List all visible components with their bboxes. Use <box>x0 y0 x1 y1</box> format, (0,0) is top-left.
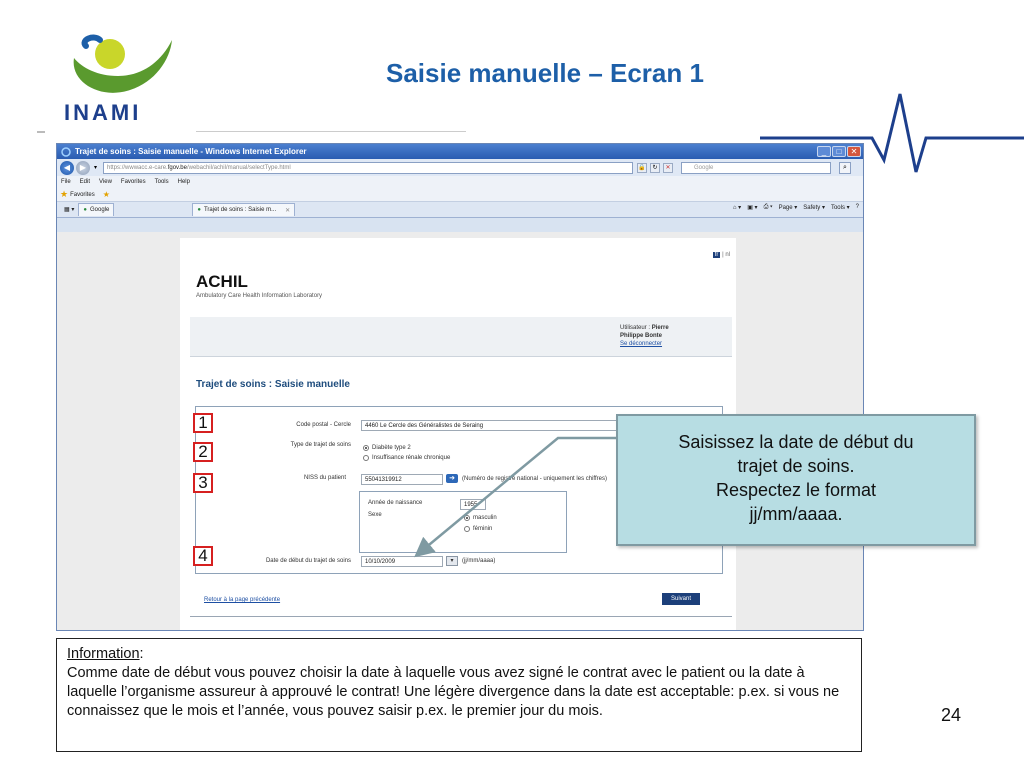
menu-item-file[interactable]: File <box>61 179 71 185</box>
search-input[interactable]: Google <box>681 162 831 174</box>
sex-label: Sexe <box>368 512 382 518</box>
callout-line: Saisissez la date de début du <box>678 432 914 452</box>
menu-bar <box>57 176 863 188</box>
next-button[interactable]: Suivant <box>662 593 700 605</box>
language-switch: fr | nl <box>714 252 730 258</box>
lock-icon[interactable]: 🔒 <box>638 164 646 171</box>
tab-trajet-de-soins[interactable]: ● Trajet de soins : Saisie m... ✕ <box>192 203 295 216</box>
form-heading: Trajet de soins : Saisie manuelle <box>196 379 350 390</box>
favorites-star-icon[interactable]: ★ <box>60 189 69 199</box>
address-bar <box>57 159 863 176</box>
slide-divider <box>37 131 45 133</box>
calendar-icon[interactable]: ▾ <box>446 556 458 566</box>
search-icon[interactable]: ⌕ <box>839 162 851 174</box>
forward-arrow-icon[interactable]: ▶ <box>76 161 90 175</box>
start-date-input[interactable]: 10/10/2009 <box>361 556 443 567</box>
menu-item-tools[interactable]: Tools <box>154 179 169 185</box>
command-safety[interactable]: Safety ▾ <box>803 205 825 211</box>
favorites-button[interactable]: Favorites <box>70 191 95 198</box>
user-info: Utilisateur : Pierre Philippe Bonte Se déconnecter <box>620 325 669 347</box>
url-input[interactable]: https://wwwacc.e-care.fgov.be/webachil/achil/manual/selectType.html <box>103 162 633 174</box>
menu-item-help[interactable]: Help <box>177 179 190 185</box>
radio-renal[interactable]: Insuffisance rénale chronique <box>363 455 450 461</box>
niss-lookup-arrow-icon[interactable]: ➜ <box>446 474 458 483</box>
stop-icon[interactable]: ✕ <box>663 163 673 173</box>
dropdown-chevron-icon[interactable]: ▾ <box>94 165 98 171</box>
browser-titlebar <box>57 144 863 159</box>
postal-code-select[interactable]: 4460 Le Cercle des Généralistes de Seraing <box>361 420 631 431</box>
patient-details-box <box>359 491 567 553</box>
command-page[interactable]: Page ▾ <box>778 205 798 211</box>
radio-female[interactable]: féminin <box>464 526 492 532</box>
page-divider <box>190 616 732 617</box>
internet-explorer-icon <box>61 147 71 157</box>
date-format-hint: (jj/mm/aaaa) <box>462 558 496 564</box>
home-icon[interactable]: ⌂ ▾ <box>732 205 742 211</box>
quick-tabs-icon[interactable]: ▦ ▾ <box>64 207 75 213</box>
logout-link[interactable]: Se déconnecter <box>620 341 663 347</box>
information-title: Information <box>67 646 140 662</box>
care-path-type-label: Type de trajet de soins <box>290 442 351 448</box>
birth-year-input[interactable]: 1955 <box>460 499 486 510</box>
print-icon[interactable]: ⎙ ▾ <box>763 204 773 210</box>
help-icon[interactable]: ? <box>855 204 859 210</box>
postal-code-label: Code postal - Cercle <box>296 422 351 428</box>
lang-fr[interactable]: fr <box>714 252 719 258</box>
slide-number: 24 <box>941 705 962 725</box>
refresh-icon[interactable]: ↻ <box>650 163 660 173</box>
instruction-callout <box>616 414 976 546</box>
step-badge-1: 1 <box>193 413 213 433</box>
close-window-button[interactable]: ✕ <box>847 146 861 157</box>
browser-window <box>56 143 864 631</box>
start-date-label: Date de début du trajet de soins <box>265 558 351 564</box>
maximize-button[interactable]: □ <box>832 146 846 157</box>
radio-diabetes[interactable]: Diabète type 2 <box>363 445 411 451</box>
achil-subtitle: Ambulatory Care Health Information Laboratory <box>196 293 323 299</box>
command-tools[interactable]: Tools ▾ <box>830 205 850 211</box>
callout-line: trajet de soins. <box>737 456 855 476</box>
callout-line: Respectez le format <box>715 480 877 500</box>
user-band <box>190 317 732 357</box>
lang-nl[interactable]: nl <box>725 252 730 258</box>
information-box: Information: Comme date de début vous pouvez choisir la date à laquelle vous avez signé le contrat avec le patient ou la date à laquelle l’organisme assureur à approuvé le contrat! Une légère divergence dans la date est acceptable: p.ex. si vous ne connaissez que le mois et l’année, vous pouvez saisir p.ex. le premier jour du mois. <box>56 638 862 752</box>
add-favorite-icon[interactable]: ★ <box>102 190 110 199</box>
logo-wordmark: INAMI <box>64 100 142 125</box>
back-link[interactable]: Retour à la page précédente <box>204 597 281 603</box>
niss-hint: (Numéro de registre national - uniquement les chiffres) <box>462 476 607 482</box>
callout-line: jj/mm/aaaa. <box>749 504 843 524</box>
information-text: Comme date de début vous pouvez choisir la date à laquelle vous avez signé le contrat avec le patient ou la date à laquelle l’organisme assureur à approuvé le contrat! Une légère divergence dans la date est acceptable: p.ex. si vous ne connaissez que le mois et l’année, vous pouvez saisir p.ex. le premier jour du mois. <box>67 665 840 719</box>
birth-year-label: Année de naissance <box>368 500 423 506</box>
radio-male[interactable]: masculin <box>464 515 497 521</box>
feeds-icon[interactable]: ▣ ▾ <box>747 205 758 211</box>
menu-item-favorites[interactable]: Favorites <box>120 179 146 185</box>
menu-item-edit[interactable]: Edit <box>79 179 91 185</box>
minimize-button[interactable]: _ <box>817 146 831 157</box>
step-badge-3: 3 <box>193 473 213 493</box>
step-badge-2: 2 <box>193 442 213 462</box>
niss-input[interactable]: 55041319912 <box>361 474 443 485</box>
niss-label: NISS du patient <box>303 475 346 481</box>
menu-item-view[interactable]: View <box>99 179 112 185</box>
tab-google[interactable]: ● Google <box>78 203 114 216</box>
close-tab-icon: ✕ <box>285 207 291 214</box>
slide-title: Saisie manuelle – Ecran 1 <box>386 58 704 88</box>
achil-brand: ACHIL <box>196 272 248 291</box>
window-title: Trajet de soins : Saisie manuelle - Windows Internet Explorer <box>75 147 307 156</box>
favorites-bar <box>57 188 863 202</box>
tab-bar <box>57 202 863 218</box>
slide-divider <box>196 131 466 132</box>
step-badge-4: 4 <box>193 546 213 566</box>
back-arrow-icon[interactable]: ◀ <box>60 161 74 175</box>
